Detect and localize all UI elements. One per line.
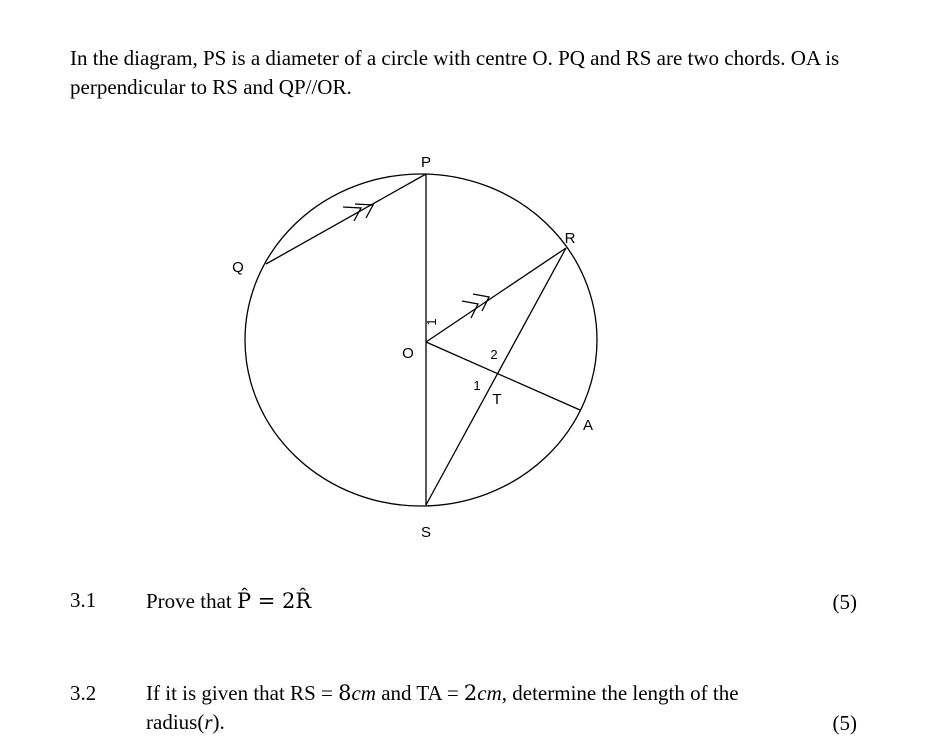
question-3-2-number: 3.2 [70, 681, 97, 705]
label-s: S [420, 524, 432, 541]
question-3-1-math: P̂ = 2R̂ [236, 589, 312, 613]
label-q: Q [232, 259, 244, 276]
question-3-2-marks: (5) [832, 711, 857, 735]
question-3-1-marks: (5) [832, 590, 857, 614]
question-3-1-number: 3.1 [70, 588, 97, 612]
question-3-2-line2: radius(r). [146, 710, 225, 734]
segment-or [426, 248, 566, 342]
segment-oa [426, 342, 580, 410]
question-3-1-prefix: Prove that [146, 589, 237, 613]
question-3-2-text [146, 679, 739, 737]
question-3-1-text [146, 587, 311, 616]
label-t: T [492, 391, 502, 408]
angle-label-o1: 1 [424, 318, 439, 326]
intro-line-1: In the diagram, PS is a diameter of a circle with centre O. PQ and RS are two chords. OA is [70, 46, 840, 70]
chord-qp [266, 174, 426, 264]
question-3-2-line1: If it is given that RS = 8cm and TA = 2cm, determine the length of the [146, 681, 739, 705]
chord-rs [426, 248, 566, 505]
circle [245, 174, 597, 506]
label-p: P [420, 154, 432, 171]
angle-label-t2: 2 [490, 347, 498, 362]
angle-label-t1: 1 [473, 378, 481, 393]
label-o: O [402, 345, 414, 362]
intro-line-2: perpendicular to RS and QP//OR. [70, 75, 352, 99]
label-r: R [564, 230, 576, 247]
label-a: A [582, 417, 594, 434]
